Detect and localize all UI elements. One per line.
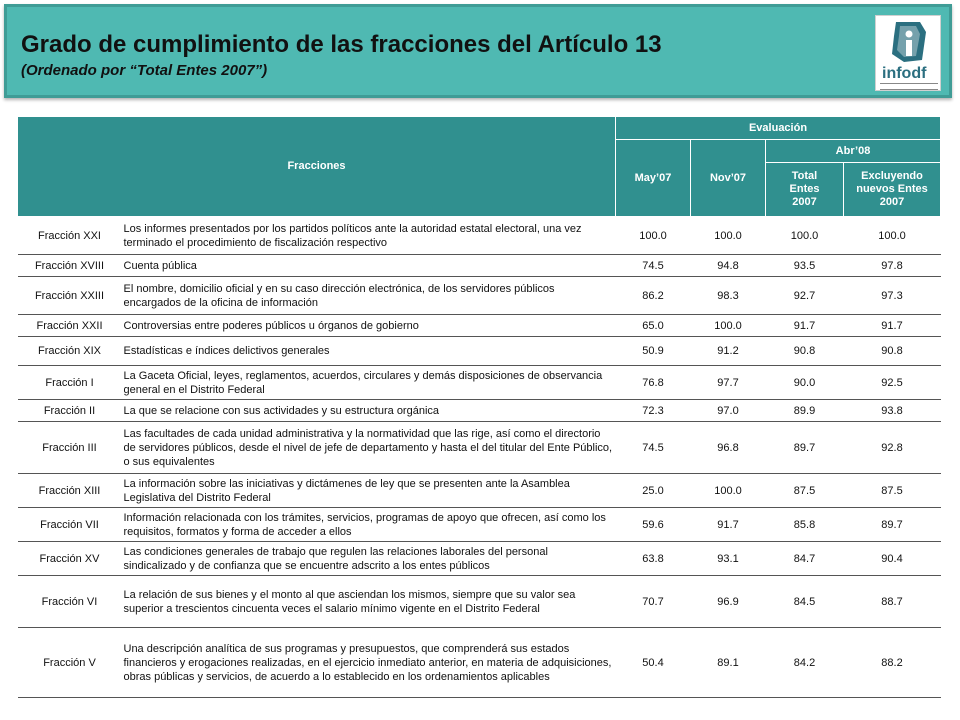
col-header-abr08: Abr’08	[766, 140, 941, 163]
col-header-fracciones: Fracciones	[18, 117, 616, 217]
logo-text: infodf	[882, 65, 927, 82]
col-header-excl-l1: Excluyendo	[861, 170, 923, 182]
col-header-total-entes	[766, 163, 844, 217]
row-fraccion: Fracción XXII	[18, 315, 122, 337]
row-excluyendo: 91.7	[844, 315, 941, 337]
row-nov07: 91.7	[691, 508, 766, 542]
row-nov07: 100.0	[691, 474, 766, 508]
title-banner	[4, 4, 952, 98]
row-may07: 74.5	[616, 422, 691, 474]
title-block	[21, 31, 662, 81]
row-total-entes: 84.5	[766, 576, 844, 628]
row-may07: 50.9	[616, 337, 691, 366]
row-total-entes: 84.7	[766, 542, 844, 576]
table-row	[18, 508, 941, 542]
table-body	[18, 217, 941, 698]
row-total-entes: 93.5	[766, 255, 844, 277]
col-header-excl-l3: 2007	[879, 196, 905, 208]
row-nov07: 96.8	[691, 422, 766, 474]
row-nov07: 100.0	[691, 315, 766, 337]
row-descripcion: Las condiciones generales de trabajo que regulen las relaciones laborales del personal sindicalizado y de confianza que se encuentre adscrito a los entes públicos	[122, 542, 616, 576]
row-fraccion: Fracción V	[18, 628, 122, 698]
row-fraccion: Fracción XIII	[18, 474, 122, 508]
table-row	[18, 366, 941, 400]
row-may07: 50.4	[616, 628, 691, 698]
col-header-total-entes-l1: Total	[791, 170, 818, 182]
row-may07: 76.8	[616, 366, 691, 400]
row-nov07: 91.2	[691, 337, 766, 366]
col-header-may07: May’07	[616, 140, 691, 217]
row-excluyendo: 97.8	[844, 255, 941, 277]
row-excluyendo: 92.5	[844, 366, 941, 400]
row-descripcion: El nombre, domicilio oficial y en su caso dirección electrónica, de los servidores públicos encargados de la oficina de información	[122, 277, 616, 315]
row-nov07: 94.8	[691, 255, 766, 277]
row-may07: 74.5	[616, 255, 691, 277]
col-header-nov07: Nov’07	[691, 140, 766, 217]
row-total-entes: 92.7	[766, 277, 844, 315]
row-descripcion: Estadísticas e índices delictivos generales	[122, 337, 616, 366]
row-excluyendo: 90.4	[844, 542, 941, 576]
row-excluyendo: 93.8	[844, 400, 941, 422]
table-row	[18, 255, 941, 277]
table-row	[18, 542, 941, 576]
row-nov07: 100.0	[691, 217, 766, 255]
table-row	[18, 337, 941, 366]
row-total-entes: 90.0	[766, 366, 844, 400]
row-fraccion: Fracción VII	[18, 508, 122, 542]
table-row	[18, 277, 941, 315]
compliance-table	[17, 116, 941, 698]
row-fraccion: Fracción VI	[18, 576, 122, 628]
col-header-total-entes-l2: Entes	[789, 183, 820, 195]
table-row	[18, 400, 941, 422]
table-row	[18, 576, 941, 628]
row-total-entes: 91.7	[766, 315, 844, 337]
table-row	[18, 628, 941, 698]
row-total-entes: 84.2	[766, 628, 844, 698]
row-excluyendo: 87.5	[844, 474, 941, 508]
row-descripcion: La relación de sus bienes y el monto al que asciendan los mismos, siempre que su valor sea superior a trescientos cincuenta veces el salario mínimo vigente en el Distrito Federal	[122, 576, 616, 628]
row-excluyendo: 92.8	[844, 422, 941, 474]
row-descripcion: Los informes presentados por los partidos políticos ante la autoridad estatal electoral, una vez terminado el procedimiento de fiscalización respectivo	[122, 217, 616, 255]
col-header-evaluacion: Evaluación	[616, 117, 941, 140]
row-fraccion: Fracción XXI	[18, 217, 122, 255]
row-descripcion: La Gaceta Oficial, leyes, reglamentos, acuerdos, circulares y demás disposiciones de observancia general en el Distrito Federal	[122, 366, 616, 400]
row-nov07: 98.3	[691, 277, 766, 315]
row-nov07: 97.0	[691, 400, 766, 422]
row-total-entes: 89.9	[766, 400, 844, 422]
row-may07: 100.0	[616, 217, 691, 255]
row-descripcion: Información relacionada con los trámites, servicios, programas de apoyo que ofrecen, así como los requisitos, formatos y forma de acceder a ellos	[122, 508, 616, 542]
table-row	[18, 315, 941, 337]
row-fraccion: Fracción II	[18, 400, 122, 422]
row-fraccion: Fracción XVIII	[18, 255, 122, 277]
row-fraccion: Fracción XXIII	[18, 277, 122, 315]
row-may07: 65.0	[616, 315, 691, 337]
infodf-logo	[875, 15, 941, 91]
row-fraccion: Fracción I	[18, 366, 122, 400]
row-fraccion: Fracción III	[18, 422, 122, 474]
logo-underline	[880, 83, 938, 90]
col-header-total-entes-l3: 2007	[792, 196, 817, 208]
table-row	[18, 217, 941, 255]
row-excluyendo: 89.7	[844, 508, 941, 542]
table-row	[18, 422, 941, 474]
row-may07: 72.3	[616, 400, 691, 422]
row-nov07: 93.1	[691, 542, 766, 576]
row-total-entes: 100.0	[766, 217, 844, 255]
row-excluyendo: 90.8	[844, 337, 941, 366]
row-nov07: 89.1	[691, 628, 766, 698]
row-may07: 59.6	[616, 508, 691, 542]
row-descripcion: Controversias entre poderes públicos u órganos de gobierno	[122, 315, 616, 337]
row-excluyendo: 97.3	[844, 277, 941, 315]
row-fraccion: Fracción XIX	[18, 337, 122, 366]
col-header-excluyendo	[844, 163, 941, 217]
row-excluyendo: 100.0	[844, 217, 941, 255]
row-descripcion: Cuenta pública	[122, 255, 616, 277]
row-nov07: 96.9	[691, 576, 766, 628]
row-descripcion: Una descripción analítica de sus programas y presupuestos, que comprenderá sus estados financieros y erogaciones realizadas, en el ejercicio inmediato anterior, en materia de adquisiciones, obras públicas y servicios, de acuerdo a lo establecido en los ordenamientos aplicables	[122, 628, 616, 698]
row-total-entes: 89.7	[766, 422, 844, 474]
row-may07: 70.7	[616, 576, 691, 628]
row-total-entes: 85.8	[766, 508, 844, 542]
row-descripcion: Las facultades de cada unidad administrativa y la normatividad que las rige, así como el directorio de servidores públicos, desde el nivel de jefe de departamento y hasta el del titular del Ente Público, o sus equivalentes	[122, 422, 616, 474]
table-row	[18, 474, 941, 508]
row-descripcion: La que se relacione con sus actividades y su estructura orgánica	[122, 400, 616, 422]
page-title: Grado de cumplimiento de las fracciones del Artículo 13	[21, 31, 662, 58]
row-excluyendo: 88.2	[844, 628, 941, 698]
row-total-entes: 87.5	[766, 474, 844, 508]
row-may07: 25.0	[616, 474, 691, 508]
row-may07: 86.2	[616, 277, 691, 315]
row-may07: 63.8	[616, 542, 691, 576]
row-total-entes: 90.8	[766, 337, 844, 366]
row-fraccion: Fracción XV	[18, 542, 122, 576]
row-nov07: 97.7	[691, 366, 766, 400]
page-subtitle: (Ordenado por “Total Entes 2007”)	[21, 62, 268, 79]
row-descripcion: La información sobre las iniciativas y dictámenes de ley que se presenten ante la Asamblea Legislativa del Distrito Federal	[122, 474, 616, 508]
row-excluyendo: 88.7	[844, 576, 941, 628]
col-header-excl-l2: nuevos Entes	[856, 183, 928, 195]
